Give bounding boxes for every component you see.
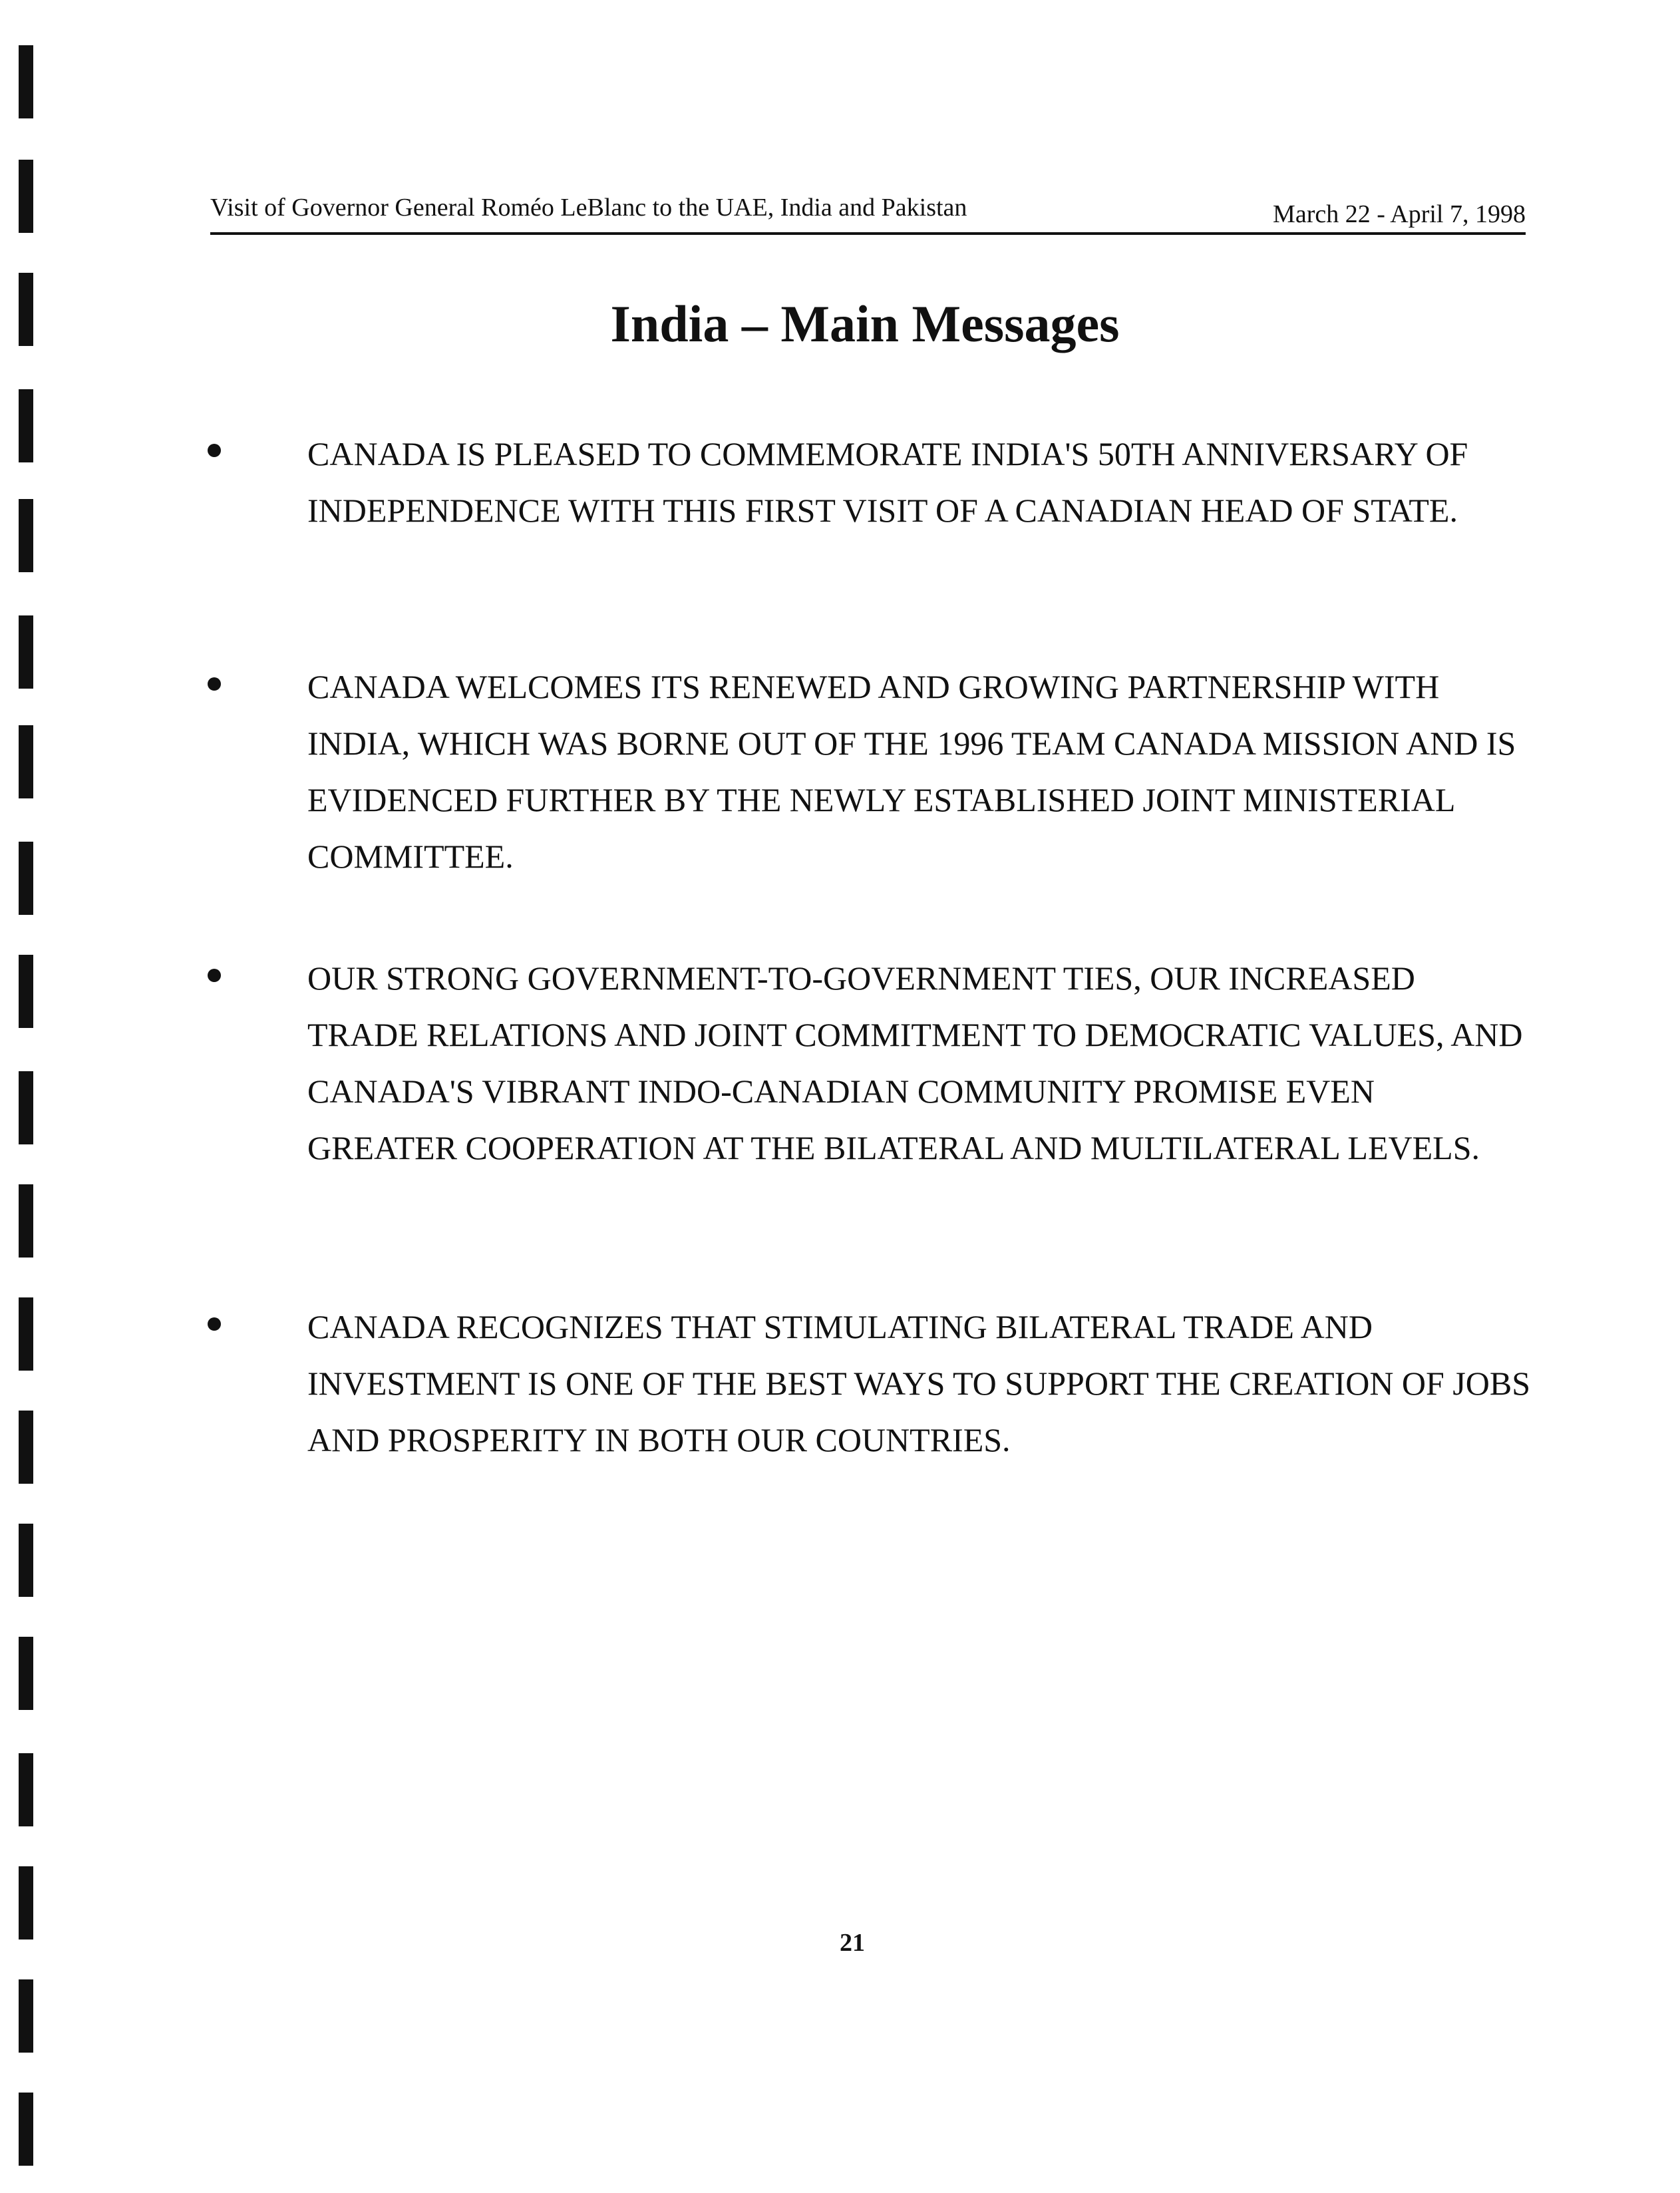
bullet-icon [208, 677, 221, 691]
bullet-icon [208, 1317, 221, 1331]
bullet-text: CANADA RECOGNIZES THAT STIMULATING BILATERAL TRADE AND INVESTMENT IS ONE OF THE BEST WAYS TO SUPPORT THE CREATION OF JOBS AND PROSPERITY IN BOTH OUR COUNTRIES. [307, 1308, 1531, 1458]
bullet-text: OUR STRONG GOVERNMENT-TO-GOVERNMENT TIES, OUR INCREASED TRADE RELATIONS AND JOINT COMMITMENT TO DEMOCRATIC VALUES, AND CANADA'S VIBRANT INDO-CANADIAN COMMUNITY PROMISE EVEN GREATER COOPERATION AT THE BILATERAL AND MULTILATERAL LEVELS. [307, 959, 1523, 1166]
header-rule [210, 232, 1526, 235]
bullet-text: CANADA WELCOMES ITS RENEWED AND GROWING PARTNERSHIP WITH INDIA, WHICH WAS BORNE OUT OF THE 1996 TEAM CANADA MISSION AND IS EVIDENCED FURTHER BY THE NEWLY ESTABLISHED JOINT MINISTERIAL COMMITTEE. [307, 668, 1516, 875]
binder-mark [19, 1524, 33, 1597]
binder-mark [19, 1637, 33, 1710]
binder-mark [19, 499, 33, 572]
binder-mark [19, 842, 33, 915]
binder-mark [19, 389, 33, 462]
binder-mark [19, 1411, 33, 1484]
header-date: March 22 - April 7, 1998 [1273, 200, 1526, 228]
bullet-text: CANADA IS PLEASED TO COMMEMORATE INDIA'S 50TH ANNIVERSARY OF INDEPENDENCE WITH THIS FIRST VISIT OF A CANADIAN HEAD OF STATE. [307, 435, 1468, 529]
binder-mark [19, 45, 33, 118]
binder-mark [19, 615, 33, 689]
binder-mark [19, 1071, 33, 1144]
binder-mark [19, 1866, 33, 1940]
binder-mark [19, 1297, 33, 1371]
header-title: Visit of Governor General Roméo LeBlanc to the UAE, India and Pakistan [210, 194, 967, 222]
binder-mark [19, 725, 33, 798]
page-title: India – Main Messages [610, 295, 1120, 353]
binder-mark [19, 1753, 33, 1826]
bullet-icon [208, 444, 221, 457]
binder-mark [19, 1184, 33, 1258]
binder-mark [19, 160, 33, 233]
bullet-icon [208, 969, 221, 982]
page-number: 21 [840, 1929, 865, 1957]
binder-mark [19, 955, 33, 1028]
binder-mark [19, 1979, 33, 2053]
binder-mark [19, 2093, 33, 2166]
